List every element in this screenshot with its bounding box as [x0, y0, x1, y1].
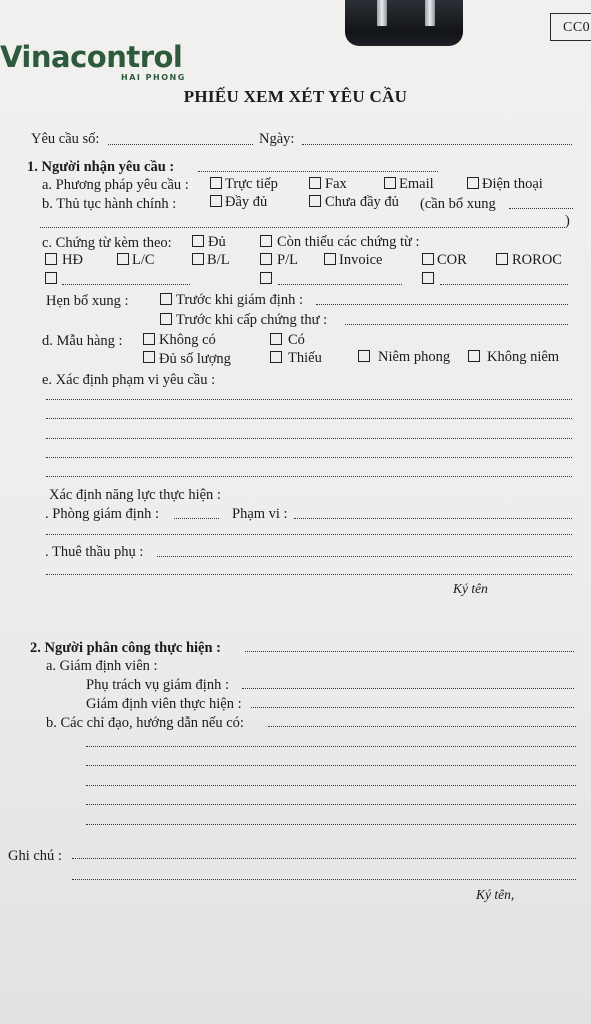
lead-inspector-label: Phụ trách vụ giám định :: [86, 677, 229, 693]
assigner-field[interactable]: [245, 651, 574, 652]
checkbox-short[interactable]: [270, 351, 282, 363]
binder-clip: [345, 0, 463, 46]
scope-line-3[interactable]: [46, 438, 572, 439]
subcontract-field[interactable]: [157, 556, 572, 557]
doc-lc: L/C: [132, 252, 155, 268]
section1-heading: 1. Người nhận yêu cầu :: [27, 159, 175, 175]
form-title: PHIẾU XEM XÉT YÊU CẦU: [183, 87, 408, 106]
method-label: a. Phương pháp yêu cầu :: [42, 177, 189, 193]
checkbox-before-inspection[interactable]: [160, 293, 172, 305]
form-code: CC0: [550, 13, 591, 41]
checkbox-unsealed[interactable]: [468, 350, 480, 362]
option-before-inspection: Trước khi giám định :: [176, 292, 303, 308]
instructions-line-5[interactable]: [86, 804, 576, 805]
lab-label: . Phòng giám định :: [45, 506, 159, 522]
scope-field[interactable]: [294, 518, 572, 519]
checkbox-other-3[interactable]: [422, 272, 434, 284]
before-inspection-field[interactable]: [316, 304, 568, 305]
exec-inspector-field[interactable]: [251, 707, 574, 708]
scope-label: Phạm vi :: [232, 506, 288, 522]
docs-label: c. Chứng từ kèm theo:: [42, 235, 172, 251]
checkbox-cor[interactable]: [422, 253, 434, 265]
option-unsealed: Không niêm: [487, 349, 560, 365]
inspector-label: a. Giám định viên :: [46, 658, 158, 674]
instructions-line-6[interactable]: [86, 824, 576, 825]
subcontract-label: . Thuê thầu phụ :: [45, 544, 144, 560]
docs-missing: Còn thiếu các chứng từ :: [277, 234, 420, 250]
option-before-certificate: Trước khi cấp chứng thư :: [176, 312, 328, 328]
checkbox-before-certificate[interactable]: [160, 313, 172, 325]
checkbox-has-sample[interactable]: [270, 333, 282, 345]
other-doc-field-1[interactable]: [62, 284, 190, 285]
checkbox-docs-missing[interactable]: [260, 235, 272, 247]
supplement-note: (cần bổ xung: [420, 196, 496, 212]
checkbox-no-sample[interactable]: [143, 333, 155, 345]
option-incomplete: Chưa đầy đủ: [325, 194, 399, 210]
instructions-line-3[interactable]: [86, 765, 576, 766]
supplement-field-2[interactable]: [40, 227, 565, 228]
option-short: Thiếu: [288, 350, 322, 366]
checkbox-bl[interactable]: [192, 253, 204, 265]
before-certificate-field[interactable]: [345, 324, 568, 325]
checkbox-direct[interactable]: [210, 177, 222, 189]
checkbox-roroc[interactable]: [496, 253, 508, 265]
vinacontrol-logo: Vinacontrol: [0, 40, 183, 74]
subcontract-line-2[interactable]: [46, 574, 572, 575]
date-field[interactable]: [302, 144, 572, 145]
checkbox-sealed[interactable]: [358, 350, 370, 362]
option-complete: Đầy đủ: [225, 194, 268, 210]
receiver-field[interactable]: [198, 171, 438, 172]
checkbox-other-2[interactable]: [260, 272, 272, 284]
instructions-line-4[interactable]: [86, 785, 576, 786]
checkbox-hd[interactable]: [45, 253, 57, 265]
scope-line-6[interactable]: [46, 534, 572, 535]
scope-line-4[interactable]: [46, 457, 572, 458]
note-field[interactable]: [72, 858, 576, 859]
checkbox-invoice[interactable]: [324, 253, 336, 265]
doc-pl: P/L: [277, 252, 298, 268]
signature-label-1: Ký tên: [453, 581, 488, 596]
checkbox-lc[interactable]: [117, 253, 129, 265]
doc-cor: COR: [437, 252, 467, 268]
section2-heading: 2. Người phân công thực hiện :: [30, 640, 221, 656]
lead-inspector-field[interactable]: [242, 688, 574, 689]
signature-label-2: Ký tên,: [476, 887, 515, 902]
checkbox-fax[interactable]: [309, 177, 321, 189]
checkbox-pl[interactable]: [260, 253, 272, 265]
scope-line-5[interactable]: [46, 476, 572, 477]
checkbox-other-1[interactable]: [45, 272, 57, 284]
sample-label: d. Mẫu hàng :: [42, 333, 123, 349]
other-doc-field-3[interactable]: [440, 284, 568, 285]
scope-line-1[interactable]: [46, 399, 572, 400]
checkbox-docs-full[interactable]: [192, 235, 204, 247]
checkbox-phone[interactable]: [467, 177, 479, 189]
instructions-field[interactable]: [268, 726, 576, 727]
other-doc-field-2[interactable]: [278, 284, 402, 285]
option-enough: Đủ số lượng: [159, 351, 231, 367]
checkbox-incomplete[interactable]: [309, 195, 321, 207]
doc-hd: HĐ: [62, 252, 83, 268]
doc-roroc: ROROC: [512, 252, 562, 268]
checkbox-enough[interactable]: [143, 351, 155, 363]
deadline-label: Hẹn bổ xung :: [46, 293, 129, 309]
note-line-2[interactable]: [72, 879, 576, 880]
request-no-label: Yêu cầu số:: [31, 131, 100, 147]
admin-label: b. Thủ tục hành chính :: [42, 196, 177, 212]
capacity-label: Xác định năng lực thực hiện :: [49, 487, 221, 503]
lab-field[interactable]: [174, 518, 219, 519]
logo-subtitle: HAI PHONG: [121, 73, 186, 82]
option-sealed: Niêm phong: [378, 349, 451, 365]
option-email: Email: [399, 176, 434, 192]
instructions-label: b. Các chỉ đạo, hướng dẫn nếu có:: [46, 715, 244, 731]
option-phone: Điện thoại: [482, 176, 543, 192]
supplement-field[interactable]: [509, 208, 573, 209]
scope-request-label: e. Xác định phạm vi yêu cầu :: [42, 372, 216, 388]
exec-inspector-label: Giám định viên thực hiện :: [86, 696, 242, 712]
option-has-sample: Có: [288, 332, 305, 348]
date-label: Ngày:: [259, 131, 295, 147]
checkbox-complete[interactable]: [210, 195, 222, 207]
option-direct: Trực tiếp: [225, 176, 278, 192]
instructions-line-2[interactable]: [86, 746, 576, 747]
option-no-sample: Không có: [159, 332, 216, 348]
doc-invoice: Invoice: [339, 252, 383, 268]
close-paren: ): [565, 213, 570, 229]
docs-full: Đủ: [208, 234, 226, 250]
request-no-field[interactable]: [108, 144, 253, 145]
option-fax: Fax: [325, 176, 347, 192]
note-label: Ghi chú :: [8, 848, 62, 864]
checkbox-email[interactable]: [384, 177, 396, 189]
doc-bl: B/L: [207, 252, 230, 268]
scope-line-2[interactable]: [46, 418, 572, 419]
